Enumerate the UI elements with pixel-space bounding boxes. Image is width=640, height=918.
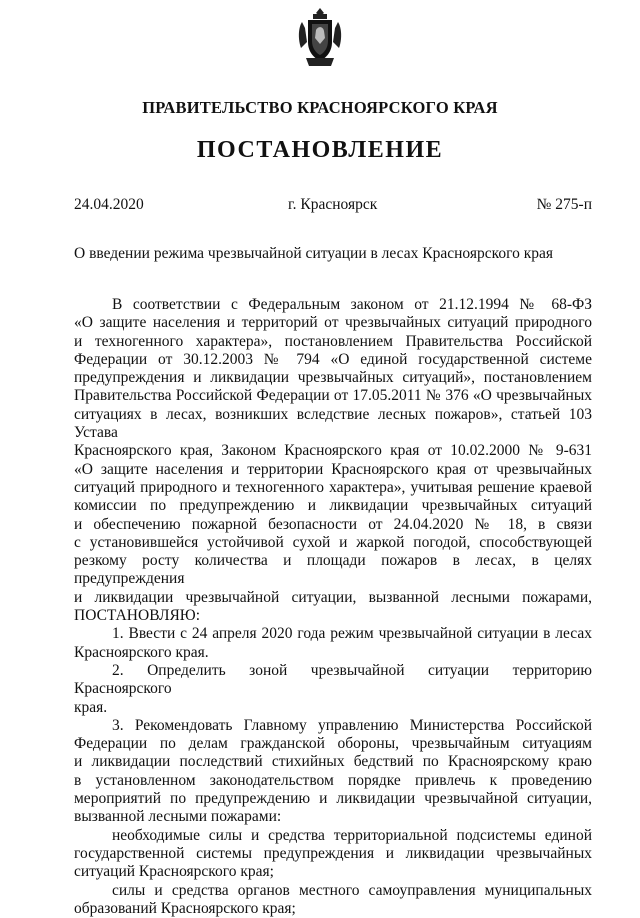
government-name: ПРАВИТЕЛЬСТВО КРАСНОЯРСКОГО КРАЯ (142, 98, 498, 117)
body-line: Правительства Российской Федерации от 17.05.2011 № 376 «О чрезвычайных (74, 387, 592, 405)
body-line: Красноярского края, Законом Красноярского края от 10.02.2000 № 9-631 (74, 442, 592, 460)
body-line: предупреждения и ликвидации чрезвычайных ситуаций», постановлением (74, 369, 592, 387)
document-city: г. Красноярск (288, 196, 378, 213)
body-line: силы и средства органов местного самоуправления муниципальных (112, 881, 592, 899)
body-line: и ликвидации последствий стихийных бедствий по Красноярскому краю (74, 753, 592, 771)
body-line: и техногенного характера», постановлением Правительства Российской (74, 332, 592, 350)
body-line: в установленном законодательством порядке привлечь к проведению (74, 771, 592, 789)
body-line: 2. Определить зоной чрезвычайной ситуации территорию Красноярского (74, 661, 592, 698)
body-line: комиссии по предупреждению и ликвидации чрезвычайных ситуаций (74, 497, 592, 515)
body-line: Федерации по делам гражданской обороны, чрезвычайным ситуациям (74, 735, 592, 753)
body-line: В соответствии с Федеральным законом от 21.12.1994 № 68-ФЗ (112, 296, 592, 313)
body-line: мероприятий по предупреждению и ликвидации чрезвычайной ситуации, (74, 790, 592, 808)
body-line: с установившейся устойчивой сухой и жаркой погодой, способствующей (74, 533, 592, 551)
document-subject: О введении режима чрезвычайной ситуации в лесах Красноярского края (74, 245, 553, 262)
body-line: ситуаций Красноярского края; (74, 863, 274, 881)
document-body (74, 296, 592, 918)
body-line: образований Красноярского края; (74, 899, 296, 917)
body-line: вызванной лесными пожарами: (74, 808, 282, 826)
body-line: ситуаций природного и техногенного характера», учитывая решение краевой (74, 478, 592, 496)
document-date: 24.04.2020 (74, 196, 144, 213)
body-line: ситуациях в лесах, возникших вследствие лесных пожаров», статьей 103 Устава (74, 405, 592, 442)
body-line: края. (74, 698, 108, 716)
body-line: «О защите населения и территорий от чрезвычайных ситуаций природного (74, 314, 592, 332)
body-line: и ликвидации чрезвычайной ситуации, вызванной лесными пожарами, (74, 588, 592, 606)
document-number: № 275-п (536, 196, 592, 213)
body-line: Федерации от 30.12.2003 № 794 «О единой государственной системе (74, 350, 592, 368)
body-line: ПОСТАНОВЛЯЮ: (74, 607, 201, 625)
body-line: 3. Рекомендовать Главному управлению Министерства Российской (112, 716, 592, 734)
document-type-title: ПОСТАНОВЛЕНИЕ (196, 137, 444, 163)
body-line: государственной системы предупреждения и ликвидации чрезвычайных (74, 844, 592, 862)
body-line: «О защите населения и территории Красноярского края от чрезвычайных (74, 460, 592, 478)
body-line: Красноярского края. (74, 643, 209, 661)
body-line: 1. Ввести с 24 апреля 2020 года режим чрезвычайной ситуации в лесах (112, 625, 592, 643)
body-line: необходимые силы и средства территориальной подсистемы единой (112, 826, 592, 844)
document-meta-row (74, 196, 592, 216)
body-line: резкому росту количества и площади пожаров в лесах, в целях предупреждения (74, 552, 592, 588)
coat-of-arms-icon (296, 6, 344, 68)
body-line: и обеспечению пожарной безопасности от 24.04.2020 № 18, в связи (74, 515, 592, 533)
